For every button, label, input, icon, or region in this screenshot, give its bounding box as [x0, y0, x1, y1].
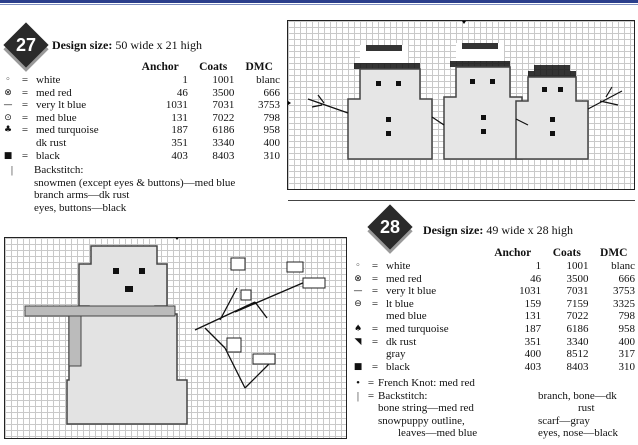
scarf-tail: [69, 316, 81, 366]
dmc-number: 798: [263, 111, 280, 124]
backstitch-line: bone string—med red: [378, 402, 474, 415]
pattern-27-title: [52, 38, 202, 53]
key-equals: =: [371, 285, 379, 298]
dmc-number: 400: [263, 136, 280, 149]
key-row: [350, 310, 637, 323]
pattern-27-backstitch: [4, 164, 289, 214]
pattern-28-badge: [367, 204, 413, 250]
coats-number: 7022: [212, 111, 235, 124]
floss-color-name: med blue: [36, 111, 77, 124]
center-arrow-top: [173, 238, 181, 240]
section-divider: [288, 200, 635, 201]
key-row: [0, 74, 282, 87]
dmc-number: 3753: [258, 99, 280, 112]
backstitch-label: Backstitch:: [378, 389, 428, 402]
anchor-number: 159: [524, 297, 542, 310]
anchor-number: 1031: [165, 99, 188, 112]
key-equals: =: [371, 297, 379, 310]
coats-header: Coats: [552, 247, 581, 259]
floss-color-name: black: [36, 149, 60, 162]
floss-color-name: med red: [36, 86, 72, 99]
floss-color-name: med turquoise: [386, 322, 449, 335]
dmc-number: 798: [618, 310, 635, 323]
anchor-number: 187: [171, 124, 188, 137]
dmc-number: 958: [618, 322, 635, 335]
dmc-number: 3753: [613, 285, 635, 298]
backstitch-line: eyes, nose—black: [538, 427, 619, 440]
key-equals: =: [371, 335, 379, 348]
key-symbol: ⊖: [354, 298, 362, 309]
backstitch-line: snowpuppy outline,: [378, 414, 465, 427]
anchor-number: 1: [182, 74, 188, 86]
key-row: [350, 336, 637, 349]
key-equals: =: [21, 99, 29, 112]
key-row: [0, 99, 282, 112]
floss-color-name: lt blue: [386, 297, 414, 310]
coats-number: 8403: [566, 360, 589, 373]
key-row: [350, 298, 637, 311]
key-row: [0, 87, 282, 100]
dmc-number: 958: [263, 124, 280, 137]
design-size-label: Design size:: [52, 38, 113, 52]
key-equals: [16, 137, 34, 150]
pattern-28-number: 28: [379, 217, 401, 237]
page-top-rule-thin: [0, 4, 638, 5]
backstitch-line: rust: [578, 402, 595, 415]
coats-number: 3500: [566, 272, 589, 285]
floss-color-name: gray: [386, 348, 406, 361]
key-symbol: ■: [353, 361, 363, 372]
backstitch-line: snowmen (except eyes & buttons)—med blue: [34, 176, 236, 189]
anchor-number: 403: [524, 360, 542, 373]
coats-number: 6186: [566, 322, 589, 335]
floss-color-name: very lt blue: [386, 285, 437, 298]
dmc-number: 666: [263, 86, 280, 99]
key-symbol: ⊗: [354, 273, 362, 284]
backstitch-line: branch arms—dk rust: [34, 189, 130, 202]
anchor-number: 351: [171, 136, 188, 149]
anchor-number: 131: [171, 111, 188, 124]
pattern-27-color-key: [0, 60, 282, 162]
key-symbol: ◦: [355, 261, 361, 271]
key-row: [350, 361, 637, 374]
coats-number: 1001: [212, 74, 235, 86]
dmc-number: blanc: [611, 260, 635, 272]
key-row: [0, 124, 282, 137]
coats-number: 7031: [566, 285, 589, 298]
dmc-number: 310: [263, 149, 280, 162]
coats-number: 7159: [566, 297, 589, 310]
key-row: [350, 323, 637, 336]
anchor-number: 351: [524, 335, 542, 348]
snowpuppy-body: [67, 246, 187, 424]
floss-color-name: white: [36, 74, 61, 86]
pattern-28-chart: [4, 237, 347, 439]
coats-number: 7022: [566, 310, 589, 323]
dmc-number: 400: [618, 335, 635, 348]
key-symbol: ♣: [3, 125, 13, 136]
coats-number: 3340: [566, 335, 589, 348]
design-size-value: 50 wide x 21 high: [115, 38, 202, 52]
key-equals: =: [371, 322, 379, 335]
key-symbol: ■: [3, 150, 13, 161]
design-size-label: Design size:: [423, 223, 484, 237]
floss-color-name: very lt blue: [36, 99, 87, 112]
key-row: [350, 285, 637, 298]
key-symbol: ♠: [353, 323, 363, 334]
key-row: [350, 260, 637, 273]
key-equals: =: [371, 260, 379, 272]
key-row: [0, 150, 282, 163]
dmc-number: 317: [618, 348, 635, 361]
pattern-27-chart: [287, 20, 635, 190]
dmc-number: 666: [618, 272, 635, 285]
floss-color-name: dk rust: [386, 335, 417, 348]
backstitch-line: leaves—med blue: [398, 427, 478, 440]
snowman-bodies: [348, 67, 588, 159]
page-top-rule: [0, 0, 638, 3]
key-symbol: ◥: [354, 336, 362, 347]
coats-header: Coats: [199, 61, 228, 73]
anchor-number: 46: [176, 86, 188, 99]
pattern-28-backstitch: • = French Knot: med red | = Backstitch: bone string—med red snowpuppy outline, leaves—med blue branch, bone—dk rust scarf—gray eyes, nose—black: [352, 377, 637, 440]
dmc-number: blanc: [256, 74, 280, 86]
coats-number: 8512: [566, 348, 589, 361]
pattern-28-title: [423, 223, 573, 238]
key-equals: =: [371, 272, 379, 285]
floss-color-name: med blue: [386, 310, 427, 323]
key-symbol: [0, 137, 16, 150]
key-row: [0, 112, 282, 125]
key-symbol: ◦: [5, 75, 11, 85]
key-equals: [366, 348, 384, 361]
anchor-number: 400: [524, 348, 542, 361]
coats-number: 8403: [212, 149, 235, 162]
floss-color-name: med turquoise: [36, 124, 99, 137]
anchor-number: 403: [171, 149, 188, 162]
pattern-28-color-key: [350, 246, 637, 373]
key-header-row: [0, 60, 282, 74]
key-symbol: ⊙: [4, 112, 12, 123]
key-symbol: [350, 348, 366, 361]
key-equals: =: [371, 360, 379, 373]
anchor-header: Anchor: [141, 61, 179, 73]
leaves: [227, 258, 325, 364]
center-arrow-left: [288, 99, 291, 107]
key-row: [350, 348, 637, 361]
french-knot-note: French Knot: med red: [378, 377, 475, 389]
key-header-row: [350, 246, 637, 260]
snowpuppy-chart-drawing: [5, 238, 348, 440]
floss-color-name: white: [386, 260, 411, 272]
dmc-number: 310: [618, 360, 635, 373]
anchor-header: Anchor: [494, 247, 532, 259]
design-size-value: 49 wide x 28 high: [486, 223, 573, 237]
backstitch-line: branch, bone—dk: [538, 389, 617, 402]
key-equals: [366, 310, 384, 323]
key-row: [0, 137, 282, 150]
key-row: [350, 273, 637, 286]
backstitch-line: eyes, buttons—black: [34, 201, 127, 214]
backstitch-label: Backstitch:: [34, 164, 84, 176]
center-arrow-top: [460, 21, 468, 24]
snowmen-chart-drawing: [288, 21, 636, 191]
key-equals: =: [21, 74, 29, 86]
scarf: [25, 306, 175, 316]
coats-number: 3500: [212, 86, 235, 99]
key-equals: =: [21, 86, 29, 99]
anchor-number: 131: [524, 310, 542, 323]
anchor-number: 1: [535, 260, 542, 272]
key-equals: =: [21, 111, 29, 124]
anchor-number: 187: [524, 322, 542, 335]
backstitch-symbol: |: [10, 164, 14, 176]
key-symbol: —: [353, 286, 363, 297]
coats-number: 3340: [212, 136, 235, 149]
french-knot-symbol: •: [356, 377, 360, 389]
key-symbol: —: [3, 100, 13, 111]
backstitch-symbol: |: [356, 389, 360, 402]
floss-color-name: dk rust: [36, 136, 67, 149]
dmc-number: 3325: [613, 297, 635, 310]
anchor-number: 46: [530, 272, 542, 285]
key-equals: =: [21, 149, 29, 162]
backstitch-line: scarf—gray: [538, 414, 590, 427]
coats-number: 6186: [212, 124, 235, 137]
pattern-27-number: 27: [15, 35, 37, 55]
coats-number: 1001: [566, 260, 589, 272]
dmc-header: DMC: [245, 61, 273, 73]
key-symbol: ⊗: [4, 87, 12, 98]
key-symbol: [350, 310, 366, 323]
anchor-number: 1031: [519, 285, 542, 298]
dmc-header: DMC: [600, 247, 628, 259]
floss-color-name: med red: [386, 272, 422, 285]
key-equals: =: [21, 124, 29, 137]
coats-number: 7031: [212, 99, 235, 112]
floss-color-name: black: [386, 360, 410, 373]
